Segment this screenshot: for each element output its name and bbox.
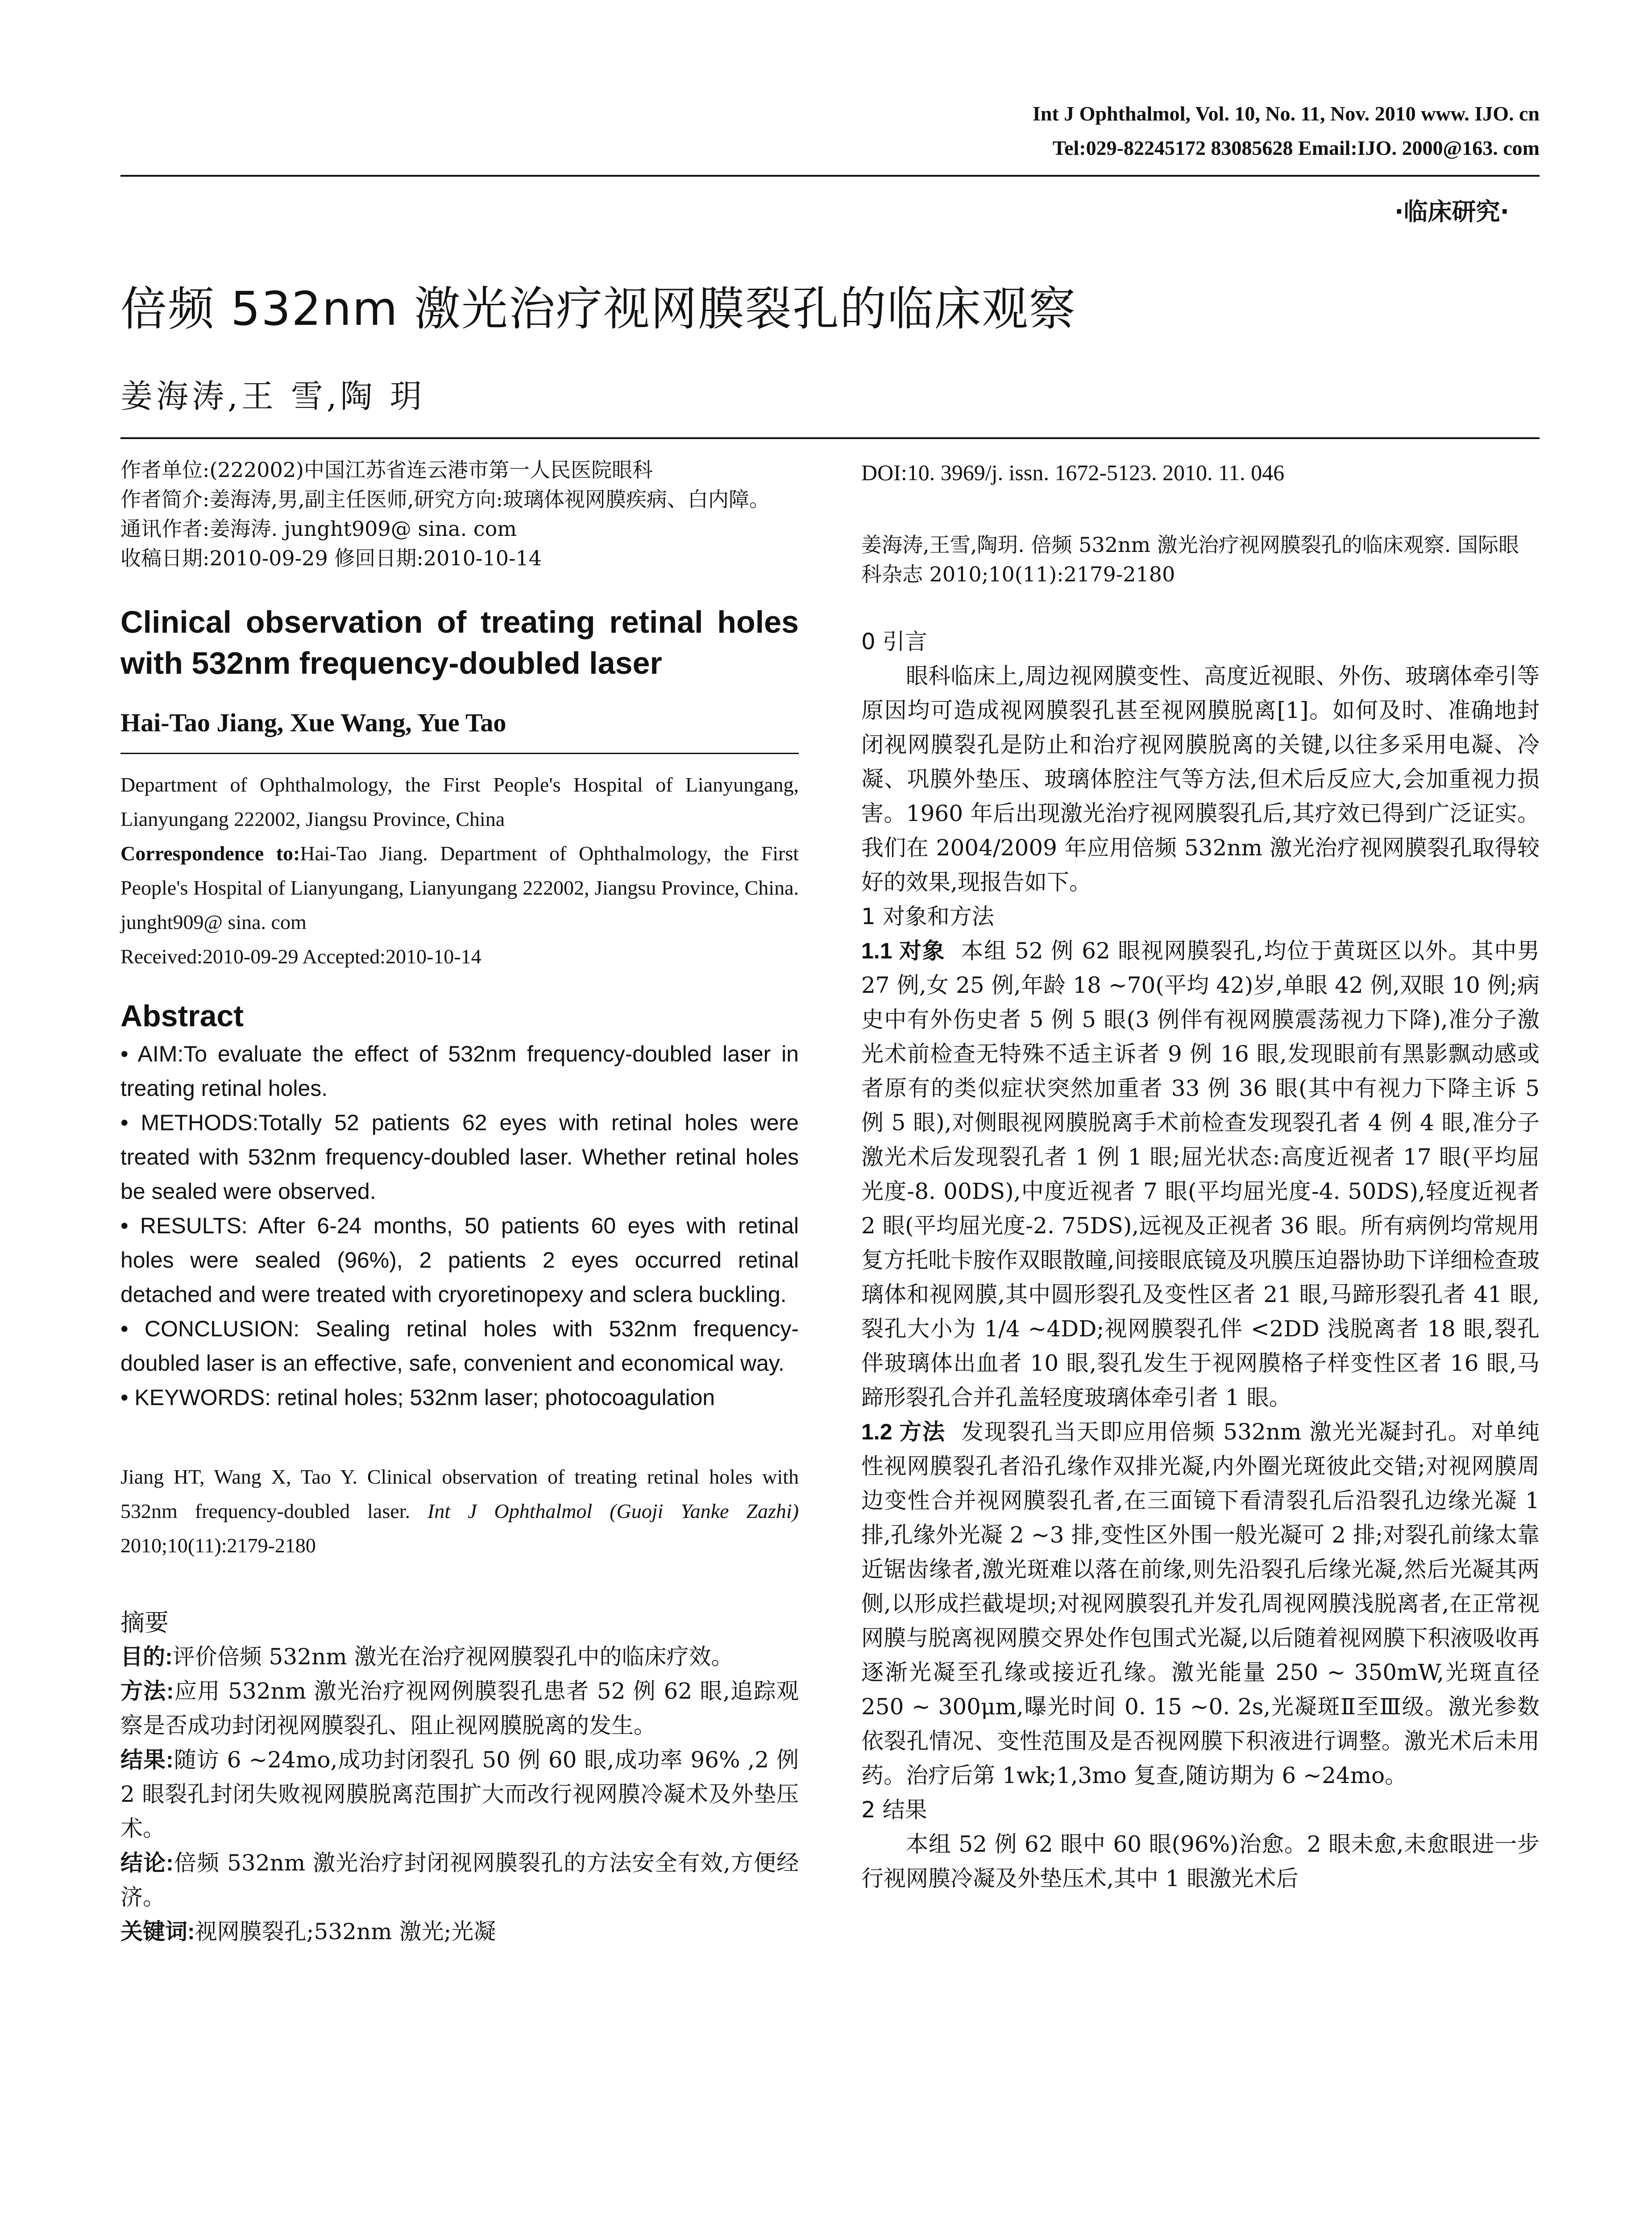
citation-volume: 2010;10(11):2179-2180 [120, 1534, 316, 1557]
right-column [861, 460, 1540, 1896]
cn-abstract-heading: 摘要 [120, 1609, 169, 1637]
section-methods-title: 1 对象和方法 [861, 904, 994, 929]
cn-abstract-aim: 目的:评价倍频 532nm 激光在治疗视网膜裂孔中的临床疗效。 [120, 1644, 734, 1670]
cn-abstract-conclusion: 结论:倍频 532nm 激光治疗封闭视网膜裂孔的方法安全有效,方便经济。 [120, 1850, 799, 1910]
abstract-conclusion: • CONCLUSION: Sealing retinal holes with 532nm frequency-doubled laser is an effective, safe, convenient and economical way. [120, 1316, 799, 1376]
section-introduction-text: 眼科临床上,周边视网膜变性、高度近视眼、外伤、玻璃体牵引等原因均可造成视网膜裂孔甚至视网膜脱离[1]。如何及时、准确地封闭视网膜裂孔是防止和治疗视网膜脱离的关键,以往多采用电凝、冷凝、巩膜外垫压、玻璃体腔注气等方法,但术后反应大,会加重视力损害。1960 年后出现激光治疗视网膜裂孔后,其疗效已得到广泛证实。我们在 2004/2009 年应用倍频 532nm 激光治疗视网膜裂孔取得较好的效果,现报告如下。 [861, 663, 1540, 895]
english-citation [120, 1460, 799, 1563]
authors-rule [120, 753, 799, 754]
abstract-aim: • AIM:To evaluate the effect of 532nm frequency-doubled laser in treating retinal holes. [120, 1041, 799, 1101]
chinese-abstract [120, 1640, 799, 1949]
authors-cn: 姜海涛,王 雪,陶 玥 [120, 377, 426, 415]
section-method [861, 1415, 1540, 1793]
corresponding-author: 通讯作者:姜海涛. junght909@ sina. com [120, 517, 517, 541]
affiliation: Department of Ophthalmology, the First People's Hospital of Lianyungang, Lianyungang 222002, Jiangsu Province, China [120, 773, 799, 830]
chinese-citation: 姜海涛,王雪,陶玥. 倍频 532nm 激光治疗视网膜裂孔的临床观察. 国际眼科杂志 2010;10(11):2179-2180 [861, 533, 1519, 586]
english-title: Clinical observation of treating retinal holes with 532nm frequency-doubled laser [120, 605, 799, 680]
abstract-keywords: • KEYWORDS: retinal holes; 532nm laser; photocoagulation [120, 1385, 715, 1410]
section-introduction-title: 0 引言 [861, 629, 927, 655]
affiliation-block [120, 767, 799, 974]
doi: DOI:10. 3969/j. issn. 1672-5123. 2010. 11. 046 [861, 460, 1285, 485]
section-tag: ·临床研究· [1394, 198, 1509, 226]
citation-text: Jiang HT, Wang X, Tao Y. Clinical observation of treating retinal holes with 532nm frequency-doubled laser. [120, 1465, 799, 1522]
abstract-methods: • METHODS:Totally 52 patients 62 eyes with retinal holes were treated with 532nm frequency-doubled laser. Whether retinal holes be sealed were observed. [120, 1110, 799, 1204]
author-bio: 作者简介:姜海涛,男,副主任医师,研究方向:玻璃体视网膜疾病、白内障。 [120, 487, 770, 511]
section-subjects [861, 934, 1540, 1415]
citation-journal: Int J Ophthalmol (Guoji Yanke Zazhi) [427, 1500, 799, 1522]
journal-header-line1: Int J Ophthalmol, Vol. 10, No. 11, Nov. 2010 www. IJO. cn [1032, 102, 1540, 125]
abstract-results: • RESULTS: After 6-24 months, 50 patients 60 eyes with retinal holes were sealed (96%), 2 patients 2 eyes occurred retinal detached and were treated with cryoretinopexy and sclera buckling. [120, 1213, 799, 1307]
correspondence-label: Correspondence to: [120, 842, 300, 865]
header-rule [120, 175, 1540, 177]
english-authors: Hai-Tao Jiang, Xue Wang, Yue Tao [120, 708, 506, 737]
author-unit: 作者单位:(222002)中国江苏省连云港市第一人民医院眼科 [120, 458, 653, 482]
abstract-heading: Abstract [120, 999, 244, 1033]
method-text: 发现裂孔当天即应用倍频 532nm 激光光凝封孔。对单纯性视网膜裂孔者沿孔缘作双排光凝,内外圈光斑彼此交错;对视网膜周边变性合并视网膜裂孔者,在三面镜下看清裂孔后沿裂孔边缘光凝 1 排,孔缘外光凝 2 ~3 排,变性区外围一般光凝可 2 排;对裂孔前缘太靠近锯齿缘者,激光斑难以落在前缘,则先沿裂孔后缘光凝,然后光凝其两侧,以形成拦截堤坝;对视网膜裂孔并发孔周视网膜浅脱离者,在正常视网膜与脱离视网膜交界处作包围式光凝,以后随着视网膜下积液吸收再逐渐光凝至孔缘或接近孔缘。激光能量 250 ~ 350mW,光斑直径 250 ~ 300μm,曝光时间 0. 15 ~0. 2s,光凝斑Ⅱ至Ⅲ级。激光参数依裂孔情况、变性范围及是否视网膜下积液进行调整。激光术后未用药。治疗后第 1wk;1,3mo 复查,随访期为 6 ~24mo。 [861, 1419, 1540, 1788]
english-abstract [120, 1037, 799, 1415]
cn-abstract-results: 结果:随访 6 ~24mo,成功封闭裂孔 50 例 60 眼,成功率 96% ,2 例 2 眼裂孔封闭失败视网膜脱离范围扩大而改行视网膜冷凝术及外垫压术。 [120, 1747, 799, 1841]
article-title: 倍频 532nm 激光治疗视网膜裂孔的临床观察 [120, 282, 1076, 336]
left-column [120, 455, 799, 1949]
received-accepted: Received:2010-09-29 Accepted:2010-10-14 [120, 945, 481, 968]
cn-abstract-methods: 方法:应用 532nm 激光治疗视网例膜裂孔患者 52 例 62 眼,追踪观察是否成功封闭视网膜裂孔、阻止视网膜脱离的发生。 [120, 1678, 799, 1738]
title-rule [120, 437, 1540, 439]
received-dates-cn: 收稿日期:2010-09-29 修回日期:2010-10-14 [120, 546, 542, 570]
author-info [120, 455, 799, 573]
subjects-label: 1.1 对象 [861, 938, 946, 963]
subjects-text: 本组 52 例 62 眼视网膜裂孔,均位于黄斑区以外。其中男 27 例,女 25 例,年龄 18 ~70(平均 42)岁,单眼 42 例,双眼 10 例;病史中有外伤史者 5 例 5 眼(3 例伴有视网膜震荡视力下降),准分子激光术前检查无特殊不适主诉者 9 例 16 眼,发现眼前有黑影飘动感或者原有的类似症状突然加重者 33 例 36 眼(其中有视力下降主诉 5 例 5 眼),对侧眼视网膜脱离手术前检查发现裂孔者 4 例 4 眼,准分子激光术后发现裂孔者 1 例 1 眼;屈光状态:高度近视者 17 眼(平均屈光度-8. 00DS),中度近视者 7 眼(平均屈光度-4. 50DS),轻度近视者 2 眼(平均屈光度-2. 75DS),远视及正视者 36 眼。所有病例均常规用复方托吡卡胺作双眼散瞳,间接眼底镜及巩膜压迫器协助下详细检查玻璃体和视网膜,其中圆形裂孔及变性区者 21 眼,马蹄形裂孔者 41 眼,裂孔大小为 1/4 ~4DD;视网膜裂孔伴 <2DD 浅脱离者 18 眼,裂孔伴玻璃体出血者 10 眼,裂孔发生于视网膜格子样变性区者 16 眼,马蹄形裂孔合并孔盖轻度玻璃体牵引者 1 眼。 [861, 938, 1540, 1410]
cn-abstract-keywords: 关键词:视网膜裂孔;532nm 激光;光凝 [120, 1919, 496, 1945]
correspondence-text: Hai-Tao Jiang. Department of Ophthalmology, the First People's Hospital of Lianyungang, Lianyungang 222002, Jiangsu Province, China. junght909@ sina. com [120, 842, 799, 933]
method-label: 1.2 方法 [861, 1419, 946, 1444]
section-results-title: 2 结果 [861, 1797, 927, 1823]
section-results-text: 本组 52 例 62 眼中 60 眼(96%)治愈。2 眼未愈,未愈眼进一步行视网膜冷凝及外垫压术,其中 1 眼激光术后 [861, 1831, 1540, 1891]
journal-header-line2: Tel:029-82245172 83085628 Email:IJO. 2000@163. com [1052, 137, 1540, 159]
